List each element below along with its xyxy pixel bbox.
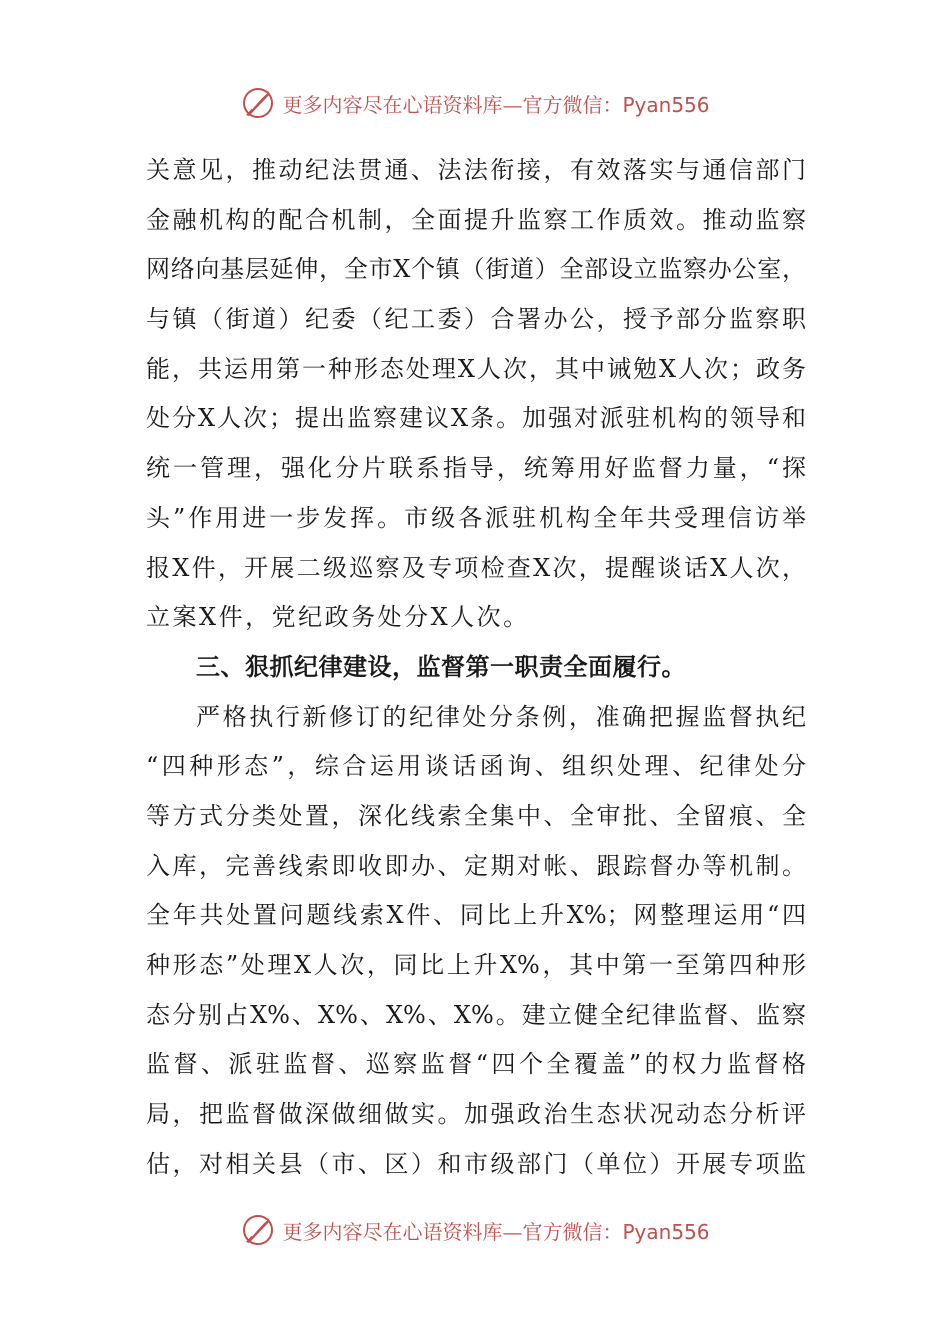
quill-pen-logo-icon (240, 85, 276, 121)
watermark-text: 更多内容尽在心语资料库—官方微信：Pyan556 (282, 1219, 710, 1244)
text-line: 统一管理，强化分片联系指导，统筹用好监督力量，“探 (146, 454, 806, 483)
footer-watermark (0, 1210, 950, 1250)
text-line: 估，对相关县（市、区）和市级部门（单位）开展专项监 (146, 1149, 806, 1178)
text-line: 种形态”处理X人次，同比上升X%，其中第一至第四种形 (146, 951, 806, 979)
text-line: 金融机构的配合机制，全面提升监察工作质效。推动监察 (146, 205, 806, 234)
document-body (146, 146, 806, 1189)
text-line: 监督、派驻监督、巡察监督“四个全覆盖”的权力监督格 (146, 1050, 806, 1079)
text-line: 等方式分类处置，深化线索全集中、全审批、全留痕、全 (146, 801, 806, 830)
quill-pen-logo-icon (240, 1212, 276, 1248)
section-heading: 三、狠抓纪律建设，监督第一职责全面履行。 (196, 652, 686, 681)
text-line: 严格执行新修订的纪律处分条例，准确把握监督执纪 (196, 702, 806, 731)
text-line: 关意见，推动纪法贯通、法法衔接，有效落实与通信部门 (146, 156, 806, 184)
text-line: 与镇（街道）纪委（纪工委）合署办公，授予部分监察职 (146, 305, 806, 334)
text-line: 头”作用进一步发挥。市级各派驻机构全年共受理信访举 (146, 503, 806, 532)
text-line: 全年共处置问题线索X件、同比上升X%；网整理运用“四 (146, 901, 806, 930)
header-watermark (0, 83, 950, 123)
text-line: 态分别占X%、X%、X%、X%。建立健全纪律监督、监察 (146, 1000, 806, 1029)
text-line: 入库，完善线索即收即办、定期对帐、跟踪督办等机制。 (146, 851, 806, 880)
text-line: 能，共运用第一种形态处理X人次，其中诫勉X人次；政务 (146, 354, 806, 383)
text-line: 立案X件，党纪政务处分X人次。 (146, 603, 530, 632)
text-line: 处分X人次；提出监察建议X条。加强对派驻机构的领导和 (146, 404, 806, 433)
text-line: 网络向基层延伸，全市X个镇（街道）全部设立监察办公室， (146, 255, 806, 284)
text-line: 报X件，开展二级巡察及专项检查X次，提醒谈话X人次， (146, 553, 806, 582)
text-line: “四种形态”，综合运用谈话函询、组织处理、纪律处分 (146, 752, 806, 781)
watermark-text: 更多内容尽在心语资料库—官方微信：Pyan556 (282, 92, 710, 117)
text-line: 局，把监督做深做细做实。加强政治生态状况动态分析评 (146, 1100, 806, 1129)
